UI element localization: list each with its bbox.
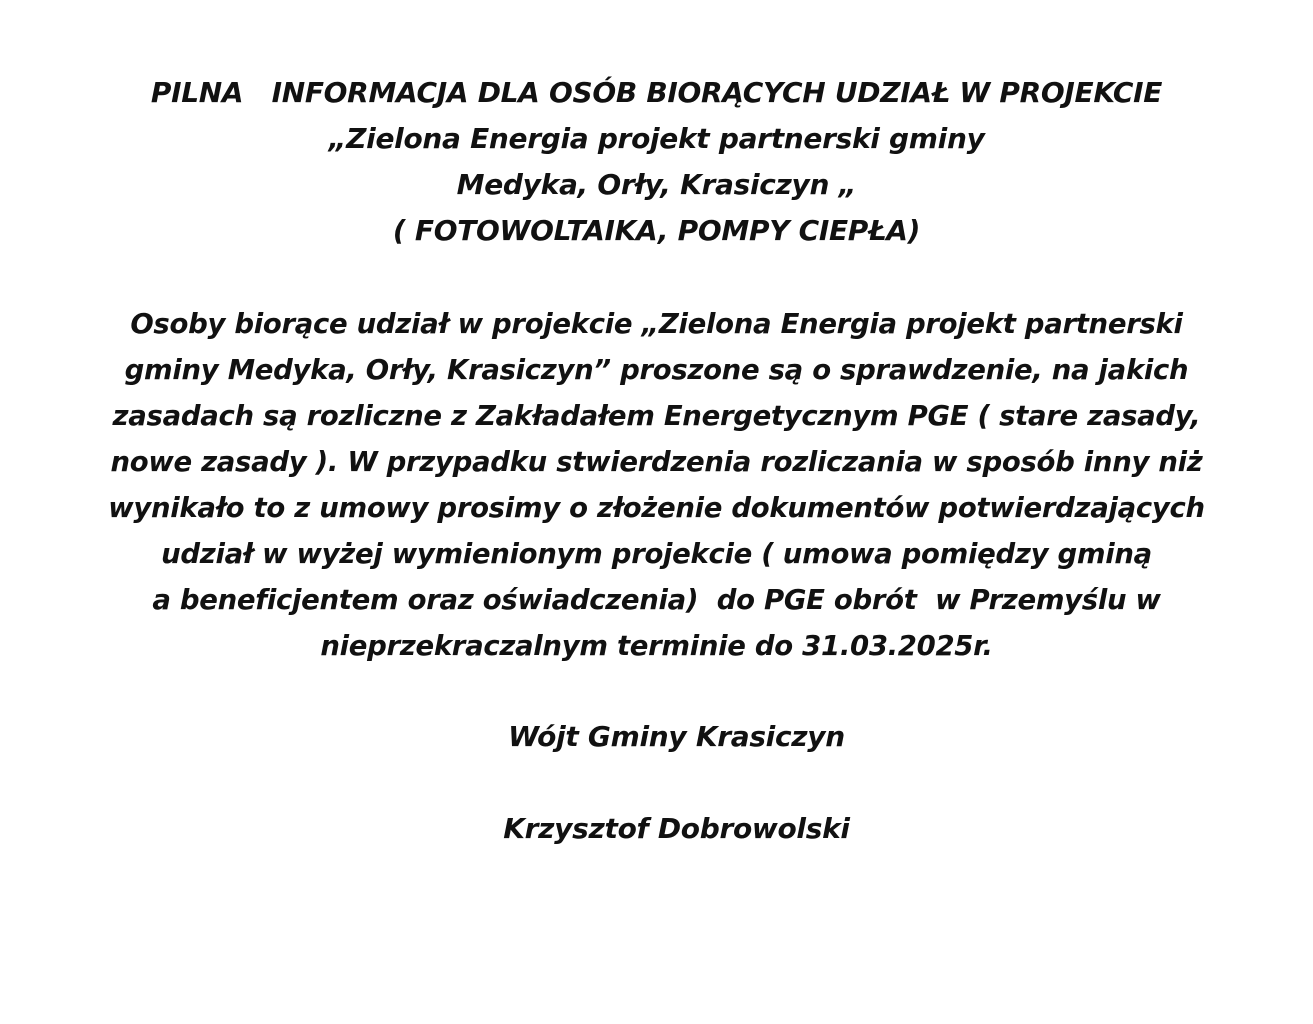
signature-title: Wójt Gminy Krasiczyn <box>508 720 845 753</box>
body-line-1: Osoby biorące udział w projekcie „Zielona Energia projekt partnerski <box>130 308 1183 340</box>
body-line-4: nowe zasady ). W przypadku stwierdzenia rozliczania w sposób inny niż <box>110 446 1203 478</box>
heading-line-3: Medyka, Orły, Krasiczyn „ <box>456 168 857 201</box>
body-line-3: zasadach są rozliczne z Zakładałem Energetycznym PGE ( stare zasady, <box>112 400 1201 432</box>
body-line-2: gminy Medyka, Orły, Krasiczyn” proszone są o sprawdzenie, na jakich <box>124 354 1189 386</box>
body-line-8: nieprzekraczalnym terminie do 31.03.2025r. <box>320 630 993 662</box>
heading-line-4: ( FOTOWOLTAIKA, POMPY CIEPŁA) <box>392 214 921 247</box>
signature-name: Krzysztof Dobrowolski <box>503 812 850 845</box>
body-line-5: wynikało to z umowy prosimy o złożenie dokumentów potwierdzających <box>108 492 1205 524</box>
heading-line-1: PILNA INFORMACJA DLA OSÓB BIORĄCYCH UDZIAŁ W PROJEKCIE <box>150 76 1163 109</box>
body-line-7: a beneficjentem oraz oświadczenia) do PGE obrót w Przemyślu w <box>152 584 1161 616</box>
body-line-6: udział w wyżej wymienionym projekcie ( umowa pomiędzy gminą <box>161 538 1152 570</box>
heading-line-2: „Zielona Energia projekt partnerski gminy <box>328 122 985 155</box>
